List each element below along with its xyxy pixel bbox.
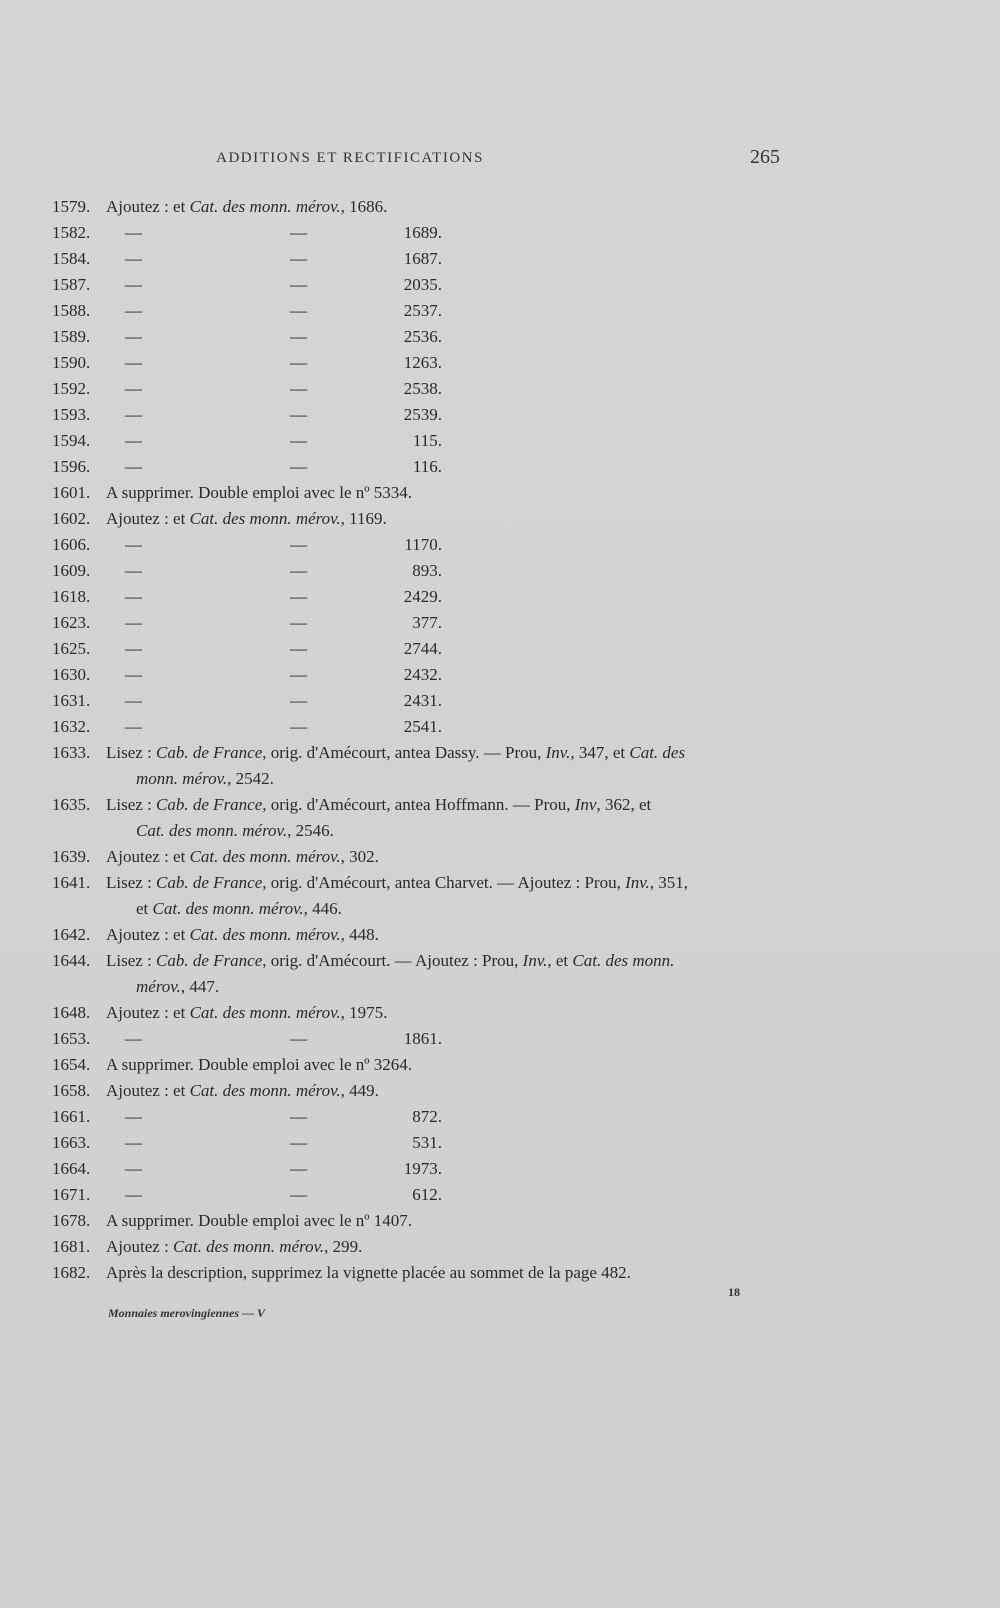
list-item [0, 636, 1000, 662]
entry-reference: , 448. [340, 925, 379, 944]
entry-number: 1641. [52, 873, 91, 892]
entry-text-part: , 2542. [227, 769, 274, 788]
entry-reference: 2541. [403, 717, 442, 736]
entry-reference: 1263. [403, 353, 442, 372]
entry-number: 1654. [52, 1055, 91, 1074]
list-item [0, 558, 1000, 584]
entry-number: 1678. [52, 1211, 91, 1230]
entry-text [106, 194, 387, 220]
ditto-dash: — [290, 405, 307, 424]
list-item [0, 1104, 1000, 1130]
ditto-dash: — [125, 561, 142, 580]
entry-reference: , 1169. [340, 509, 387, 528]
list-item [0, 402, 1000, 428]
ditto-dash: — [125, 431, 142, 450]
list-item [0, 1130, 1000, 1156]
entry-number: 1589. [52, 327, 91, 346]
entry-text-italic: mérov. [136, 977, 181, 996]
list-item [0, 220, 1000, 246]
ditto-dash: — [290, 1159, 307, 1178]
signature-number: 18 [728, 1285, 740, 1299]
entry-text-italic: Inv. [625, 873, 650, 892]
entry-text-italic: Cat. des monn. mérov. [136, 821, 288, 840]
entry-number: 1602. [52, 509, 91, 528]
ditto-dash: — [125, 223, 142, 242]
entry-number: 1682. [52, 1263, 91, 1282]
entry-text-part: Ajoutez : et [106, 925, 190, 944]
entry-number: 1671. [52, 1185, 91, 1204]
ditto-dash: — [125, 379, 142, 398]
ditto-dash: — [125, 1185, 142, 1204]
ditto-dash: — [290, 587, 307, 606]
ditto-dash: — [290, 353, 307, 372]
entry-text-part: , 2546. [287, 821, 334, 840]
list-item [0, 1052, 1000, 1078]
ditto-dash: — [125, 1107, 142, 1126]
entry-reference: 377. [412, 613, 442, 632]
entry-text-part: Lisez : [106, 873, 157, 892]
entry-text-italic: Cab. de France [156, 951, 263, 970]
list-item [0, 1182, 1000, 1208]
entry-number: 1625. [52, 639, 91, 658]
entry-reference: , 1686. [340, 197, 388, 216]
list-item [0, 1260, 1000, 1286]
list-item [0, 480, 1000, 506]
ditto-dash: — [290, 1107, 307, 1126]
entry-text-part: et [136, 899, 153, 918]
entry-number: 1588. [52, 301, 91, 320]
entry-text-italic: monn. mérov. [136, 769, 228, 788]
entry-reference: 115. [412, 431, 442, 450]
list-item [0, 298, 1000, 324]
list-item [0, 1000, 1000, 1026]
entry-number: 1584. [52, 249, 91, 268]
ditto-dash: — [290, 327, 307, 346]
entry-text [106, 1078, 379, 1104]
entry-number: 1601. [52, 483, 91, 502]
entry-reference: 531. [412, 1133, 442, 1152]
ditto-dash: — [125, 1029, 142, 1048]
ditto-dash: — [290, 535, 307, 554]
entry-number: 1663. [52, 1133, 91, 1152]
entry-text: A supprimer. Double emploi avec le nº 1407. [106, 1211, 413, 1230]
entry-reference: 2538. [403, 379, 442, 398]
entry-reference: 2432. [403, 665, 442, 684]
ditto-dash: — [290, 561, 307, 580]
entry-reference: 116. [412, 457, 442, 476]
entry-number: 1606. [52, 535, 91, 554]
entry-continuation [136, 766, 274, 792]
list-item [0, 740, 1000, 792]
entry-number: 1664. [52, 1159, 91, 1178]
ditto-dash: — [125, 717, 142, 736]
entry-text [106, 1000, 387, 1026]
entry-reference: 893. [412, 561, 442, 580]
entry-number: 1633. [52, 743, 91, 762]
ditto-dash: — [290, 717, 307, 736]
entry-number: 1661. [52, 1107, 91, 1126]
entry-reference: 1861. [403, 1029, 442, 1048]
entry-reference: 2539. [403, 405, 442, 424]
entry-number: 1594. [52, 431, 91, 450]
ditto-dash: — [290, 249, 307, 268]
ditto-dash: — [290, 301, 307, 320]
entry-text-italic: Cat. des monn. mérov. [189, 509, 341, 528]
entry-number: 1592. [52, 379, 91, 398]
entry-number: 1648. [52, 1003, 91, 1022]
page-number: 265 [750, 146, 780, 168]
list-item [0, 688, 1000, 714]
entry-reference: 612. [412, 1185, 442, 1204]
list-item [0, 454, 1000, 480]
entry-text-italic: Cat. des monn. mérov. [152, 899, 304, 918]
ditto-dash: — [125, 275, 142, 294]
entry-reference: 2536. [403, 327, 442, 346]
entry-text-part: , orig. d'Amécourt, antea Charvet. — Ajoutez : Prou, [262, 873, 626, 892]
entry-number: 1618. [52, 587, 91, 606]
list-item [0, 272, 1000, 298]
entry-text: Après la description, supprimez la vignette placée au sommet de la page 482. [106, 1263, 631, 1282]
ditto-dash: — [290, 1185, 307, 1204]
ditto-dash: — [290, 275, 307, 294]
entry-text-part: , 351, [649, 873, 689, 892]
ditto-dash: — [290, 613, 307, 632]
list-item [0, 584, 1000, 610]
ditto-dash: — [290, 639, 307, 658]
entry-text [106, 506, 387, 532]
entry-text-part: , orig. d'Amécourt, antea Dassy. — Prou, [262, 743, 546, 762]
entry-text [106, 792, 651, 818]
ditto-dash: — [125, 587, 142, 606]
entry-reference: , 449. [340, 1081, 379, 1100]
entry-reference: 872. [412, 1107, 442, 1126]
entry-reference: 2035. [403, 275, 442, 294]
ditto-dash: — [125, 405, 142, 424]
list-item [0, 376, 1000, 402]
ditto-dash: — [290, 1029, 307, 1048]
entry-text-italic: Cab. de France [156, 873, 263, 892]
ditto-dash: — [125, 1133, 142, 1152]
list-item [0, 350, 1000, 376]
entry-text-part: , 347, et [570, 743, 630, 762]
entry-text-part: , 447. [180, 977, 220, 996]
list-item [0, 1208, 1000, 1234]
entry-text-italic: Cat. des monn. mérov. [189, 197, 341, 216]
entry-reference: 2744. [403, 639, 442, 658]
list-item [0, 922, 1000, 948]
entry-number: 1635. [52, 795, 91, 814]
entry-text [106, 844, 379, 870]
list-item [0, 714, 1000, 740]
entry-number: 1658. [52, 1081, 91, 1100]
entry-text-italic: Inv. [522, 951, 548, 970]
entry-text-part: Ajoutez : et [106, 1003, 190, 1022]
list-item [0, 324, 1000, 350]
entry-number: 1642. [52, 925, 91, 944]
ditto-dash: — [290, 691, 307, 710]
ditto-dash: — [290, 431, 307, 450]
list-item [0, 194, 1000, 220]
ditto-dash: — [125, 327, 142, 346]
entry-text-italic: Cat. des monn. [572, 951, 675, 970]
entry-text-part: , 446. [303, 899, 342, 918]
ditto-dash: — [290, 223, 307, 242]
list-item [0, 844, 1000, 870]
list-item [0, 610, 1000, 636]
ditto-dash: — [125, 639, 142, 658]
entry-text-italic: Cat. des monn. mérov. [189, 925, 341, 944]
entry-text-italic: Cab. de France [156, 743, 263, 762]
ditto-dash: — [125, 1159, 142, 1178]
entry-continuation [136, 974, 219, 1000]
list-item [0, 1234, 1000, 1260]
list-item [0, 870, 1000, 922]
entry-text-italic: Inv. [545, 743, 571, 762]
entry-text-part: Lisez : [106, 951, 157, 970]
entry-text-italic: Cat. des [629, 743, 686, 762]
ditto-dash: — [290, 665, 307, 684]
entry-text [106, 948, 674, 974]
entry-text-italic: Cat. des monn. mérov. [189, 1081, 341, 1100]
entry-text-part: Ajoutez : et [106, 509, 190, 528]
entry-number: 1644. [52, 951, 91, 970]
entry-text-part: , 362, et [596, 795, 652, 814]
list-item [0, 532, 1000, 558]
entry-text-part: Lisez : [106, 743, 157, 762]
entry-reference: , 299. [324, 1237, 363, 1256]
entry-number: 1593. [52, 405, 91, 424]
entry-continuation [136, 896, 342, 922]
ditto-dash: — [125, 613, 142, 632]
entry-number: 1590. [52, 353, 91, 372]
entry-number: 1579. [52, 197, 91, 216]
entry-number: 1653. [52, 1029, 91, 1048]
ditto-dash: — [125, 665, 142, 684]
ditto-dash: — [125, 457, 142, 476]
entry-text-italic: Inv [574, 795, 597, 814]
entry-number: 1587. [52, 275, 91, 294]
entry-continuation [136, 818, 334, 844]
entry-text [106, 740, 685, 766]
entry-number: 1632. [52, 717, 91, 736]
entry-number: 1596. [52, 457, 91, 476]
entry-text [106, 870, 688, 896]
list-item [0, 1026, 1000, 1052]
footer-signature: Monnaies merovingiennes — V [108, 1306, 266, 1320]
entry-number: 1623. [52, 613, 91, 632]
entry-text-italic: Cat. des monn. mérov. [189, 1003, 341, 1022]
ditto-dash: — [125, 249, 142, 268]
entry-text-part: , orig. d'Amécourt. — Ajoutez : Prou, [262, 951, 523, 970]
entry-number: 1582. [52, 223, 91, 242]
ditto-dash: — [125, 301, 142, 320]
running-header: ADDITIONS ET RECTIFICATIONS [216, 150, 484, 166]
entry-number: 1639. [52, 847, 91, 866]
entry-reference: , 1975. [340, 1003, 388, 1022]
entry-number: 1681. [52, 1237, 91, 1256]
list-item [0, 792, 1000, 844]
entry-number: 1609. [52, 561, 91, 580]
entry-text-italic: Cat. des monn. mérov. [189, 847, 341, 866]
list-item [0, 948, 1000, 1000]
entry-reference: 1973. [403, 1159, 442, 1178]
entry-text-italic: Cat. des monn. mérov. [173, 1237, 325, 1256]
ditto-dash: — [290, 457, 307, 476]
ditto-dash: — [125, 691, 142, 710]
entry-reference: 2431. [403, 691, 442, 710]
entry-list [0, 194, 1000, 1286]
entry-text [106, 1234, 362, 1260]
ditto-dash: — [125, 535, 142, 554]
entry-text-part: , et [547, 951, 573, 970]
entry-reference: 1170. [404, 535, 442, 554]
entry-reference: , 302. [340, 847, 379, 866]
entry-reference: 2537. [403, 301, 442, 320]
entry-text: A supprimer. Double emploi avec le nº 5334. [106, 483, 413, 502]
entry-number: 1631. [52, 691, 91, 710]
entry-text: A supprimer. Double emploi avec le nº 3264. [106, 1055, 413, 1074]
entry-text-italic: Cab. de France [156, 795, 263, 814]
list-item [0, 1156, 1000, 1182]
entry-reference: 1689. [403, 223, 442, 242]
entry-text-part: Lisez : [106, 795, 157, 814]
ditto-dash: — [125, 353, 142, 372]
entry-text-part: Ajoutez : et [106, 197, 190, 216]
list-item [0, 506, 1000, 532]
entry-reference: 2429. [403, 587, 442, 606]
list-item [0, 1078, 1000, 1104]
entry-number: 1630. [52, 665, 91, 684]
list-item [0, 662, 1000, 688]
list-item [0, 428, 1000, 454]
entry-text [106, 922, 379, 948]
entry-text-part: Ajoutez : et [106, 847, 190, 866]
entry-text-part: , orig. d'Amécourt, antea Hoffmann. — Prou, [262, 795, 575, 814]
list-item [0, 246, 1000, 272]
entry-text-part: Ajoutez : [106, 1237, 174, 1256]
entry-text-part: Ajoutez : et [106, 1081, 190, 1100]
entry-reference: 1687. [403, 249, 442, 268]
ditto-dash: — [290, 379, 307, 398]
ditto-dash: — [290, 1133, 307, 1152]
